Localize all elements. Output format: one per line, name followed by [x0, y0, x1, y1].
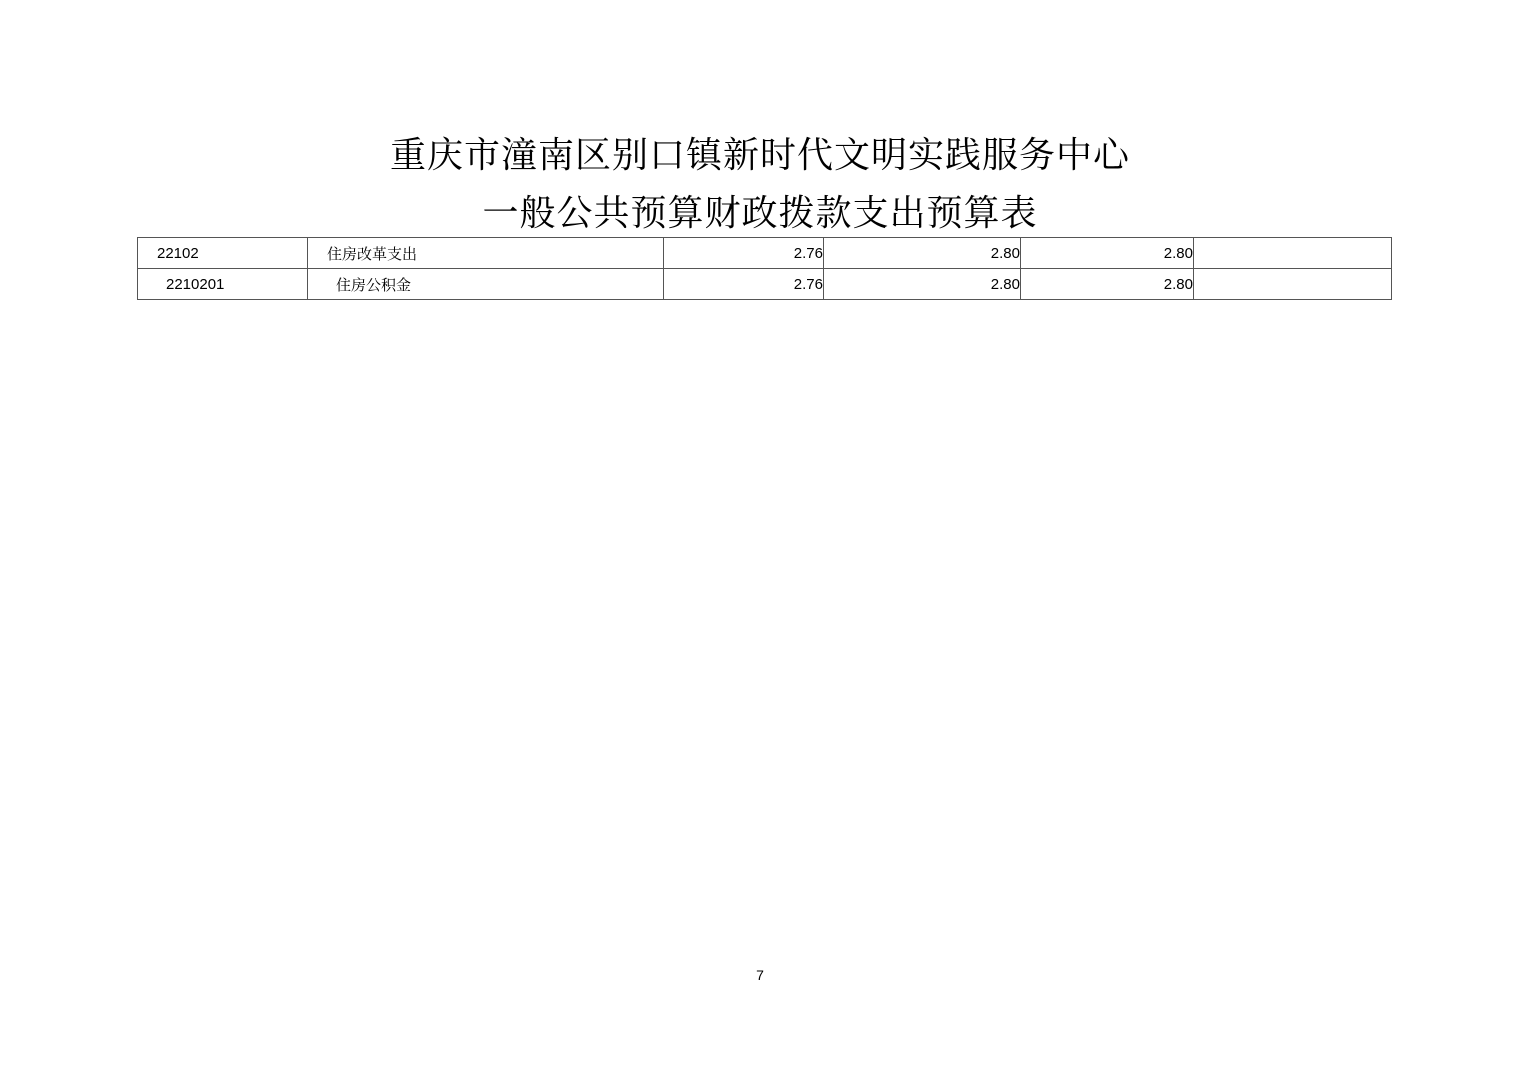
row-value-cell-3: 2.80 — [1021, 238, 1194, 269]
budget-table — [137, 237, 1392, 300]
row-value-cell-2: 2.80 — [824, 238, 1021, 269]
row-name-cell: 住房改革支出 — [308, 238, 664, 269]
row-value-cell-1: 2.76 — [664, 238, 824, 269]
row-value-cell-4 — [1194, 238, 1392, 269]
row-value-cell-3: 2.80 — [1021, 269, 1194, 300]
document-title-line-2: 一般公共预算财政拨款支出预算表 — [482, 193, 1038, 234]
page-number: 7 — [756, 967, 764, 983]
document-title-line-1: 重庆市潼南区别口镇新时代文明实践服务中心 — [389, 135, 1130, 176]
row-code-cell: 2210201 — [138, 269, 308, 300]
row-value-cell-1: 2.76 — [664, 269, 824, 300]
row-value-cell-2: 2.80 — [824, 269, 1021, 300]
table-row — [138, 238, 1392, 269]
table-row — [138, 269, 1392, 300]
row-code-cell: 22102 — [138, 238, 308, 269]
row-value-cell-4 — [1194, 269, 1392, 300]
row-name-cell: 住房公积金 — [308, 269, 664, 300]
